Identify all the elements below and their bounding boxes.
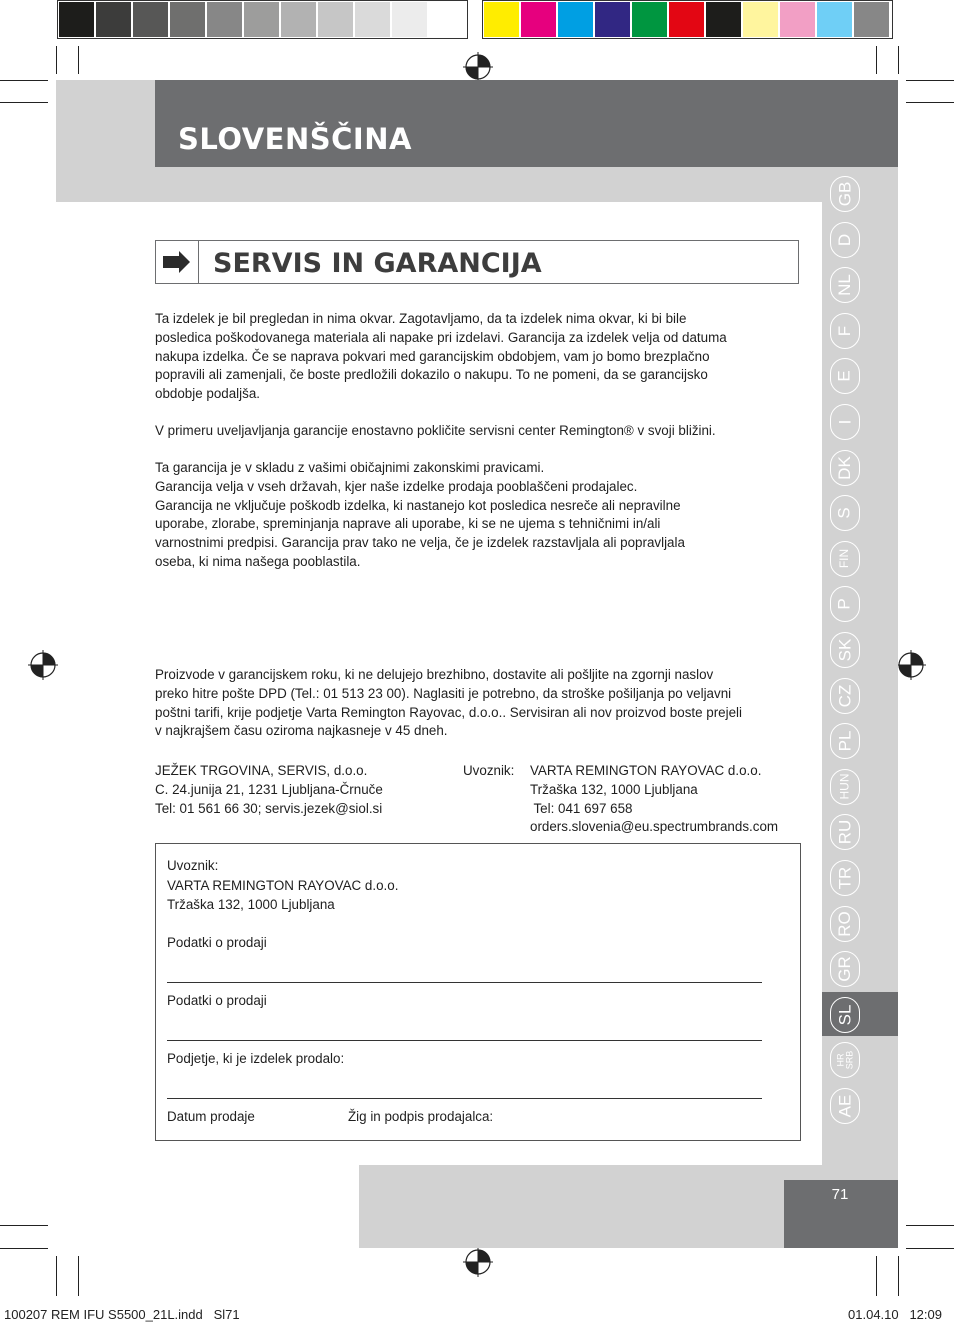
text-line: poštni tarifi, krije podjetje Varta Remington Rayovac, d.o.o.. Servisiran ali nov proizvod boste prejeli: [155, 704, 742, 720]
service-address: C. 24.junija 21, 1231 Ljubljana-Črnuče: [155, 781, 383, 797]
text-line: obdobje podaljša.: [155, 386, 260, 402]
text-line: Garancija velja v vseh državah, kjer naše izdelke prodaja pooblaščeni prodajalec.: [155, 478, 638, 494]
language-tab-ae[interactable]: [830, 1088, 860, 1124]
form-fill-line[interactable]: [167, 1098, 762, 1099]
language-tab-label: F: [834, 325, 854, 336]
section-icon-cell: [155, 240, 199, 284]
language-tab-ru[interactable]: [830, 814, 860, 850]
arrow-right-icon: [155, 240, 199, 284]
color-swatch: [743, 2, 778, 37]
language-tab-sl[interactable]: [830, 997, 860, 1033]
page-title: SLOVENŠČINA: [178, 122, 412, 156]
importer-email: orders.slovenia@eu.spectrumbrands.com: [530, 819, 779, 835]
gray-swatch: [170, 2, 205, 37]
text-line: Garancija ne vključuje poškodb izdelka, ki nastanejo kot posledica nesreče ali nepravilne: [155, 497, 681, 513]
gray-swatch: [207, 2, 242, 37]
language-tab-cz[interactable]: [830, 678, 860, 714]
color-swatch: [780, 2, 815, 37]
form-sale-data-label: Podatki o prodaji: [167, 935, 267, 950]
registration-mark-top: [463, 52, 493, 82]
color-swatch: [854, 2, 889, 37]
language-tab-sk[interactable]: [830, 632, 860, 668]
language-tab-label: S: [835, 507, 854, 519]
text-line: uporabe, zlorabe, spreminjanja naprave ali uporabe, ki se ne ujema s tehničnimi in/ali: [155, 516, 661, 532]
language-tab-label: FIN: [837, 549, 852, 569]
paragraph-warranty-intro: [155, 310, 805, 404]
text-line: nakupa izdelka. Če se naprava pokvari med garancijskim obdobjem, vam jo bomo brezplačno: [155, 348, 710, 364]
text-line: Ta garancija je v skladu z vašimi običajnimi zakonskimi pravicami.: [155, 460, 545, 475]
gray-swatch: [355, 2, 390, 37]
gray-swatch: [244, 2, 279, 37]
gray-swatch: [392, 2, 427, 37]
language-tab-label: AE: [835, 1094, 854, 1118]
language-tab-pl[interactable]: [830, 723, 860, 759]
language-tab-label: NL: [834, 274, 854, 297]
language-tab-label: E: [835, 370, 854, 383]
registration-mark-left: [28, 650, 58, 680]
language-tab-p[interactable]: [830, 586, 860, 622]
language-tab-f[interactable]: [830, 313, 860, 349]
language-tab-label: HUN: [837, 773, 852, 800]
language-tab-label: TR: [834, 866, 854, 890]
paragraph-service-center: [155, 422, 805, 441]
language-tab-label: GR: [835, 956, 854, 982]
service-phone-email: Tel: 01 561 66 30; servis.jezek@siol.si: [155, 800, 383, 816]
form-fill-line[interactable]: [167, 982, 762, 983]
importer-label: Uvoznik:: [463, 763, 515, 778]
language-tab-label: RO: [835, 910, 854, 937]
language-tab-label: CZ: [834, 684, 854, 707]
language-tab-label: DK: [835, 455, 854, 480]
gray-swatch: [429, 2, 464, 37]
language-tab-tr[interactable]: [830, 860, 860, 896]
color-swatch: [484, 2, 519, 37]
gray-swatch: [59, 2, 94, 37]
form-sale-data-label: Podatki o prodaji: [167, 993, 267, 1008]
gray-swatch: [281, 2, 316, 37]
text-line: V primeru uveljavljanja garancije enostavno pokličite servisni center Remington® v svoji bližini.: [155, 423, 716, 438]
form-fill-line[interactable]: [167, 1040, 762, 1041]
importer-address: Tržaška 132, 1000 Ljubljana: [530, 781, 698, 797]
language-tab-label: I: [834, 419, 854, 425]
importer-name: VARTA REMINGTON RAYOVAC d.o.o.: [530, 763, 762, 778]
language-tab-d[interactable]: [830, 222, 860, 258]
language-tab-hr-srb[interactable]: [830, 1042, 860, 1078]
service-contact: [155, 762, 383, 818]
gray-swatch: [133, 2, 168, 37]
form-importer-address: Tržaška 132, 1000 Ljubljana: [167, 897, 335, 912]
language-tab-dk[interactable]: [830, 450, 860, 486]
language-tab-label: SL: [834, 1004, 854, 1026]
service-name: JEŽEK TRGOVINA, SERVIS, d.o.o.: [155, 763, 368, 778]
language-tab-label: SK: [835, 638, 854, 662]
form-importer-label: Uvoznik:: [167, 858, 219, 873]
color-swatch: [632, 2, 667, 37]
language-tab-hun[interactable]: [830, 769, 860, 805]
color-swatch: [817, 2, 852, 37]
importer-phone: Tel: 041 697 658: [530, 800, 633, 816]
language-tab-e[interactable]: [830, 358, 860, 394]
form-stamp-label: Žig in podpis prodajalca:: [348, 1109, 494, 1124]
paragraph-shipping: [155, 666, 805, 741]
section-title: SERVIS IN GARANCIJA: [213, 248, 542, 279]
form-sale-date-label: Datum prodaje: [167, 1109, 255, 1124]
text-line: v najkrajšem času oziroma najkasneje v 45 dneh.: [155, 723, 448, 739]
text-line: Proizvode v garancijskem roku, ki ne delujejo brezhibno, dostavite ali pošljite na zgornji naslov: [155, 667, 714, 682]
color-swatch: [558, 2, 593, 37]
text-line: preko hitre pošte DPD (Tel.: 01 513 23 00). Naglasiti je potrebno, da stroške pošiljanja po veljavni: [155, 685, 732, 701]
registration-mark-bottom: [463, 1247, 493, 1277]
paragraph-warranty-terms: [155, 459, 805, 572]
color-swatch: [669, 2, 704, 37]
text-line: varnostnimi predpisi. Garancija prav tako ne velja, če je izdelek razstavljala ali popravljala: [155, 535, 685, 551]
text-line: oseba, ki nima našega pooblastila.: [155, 553, 361, 569]
color-swatch: [521, 2, 556, 37]
footer-datetime: 01.04.10 12:09: [848, 1307, 942, 1322]
color-swatch: [706, 2, 741, 37]
language-tab-label: RU: [835, 820, 854, 845]
language-tab-label: PL: [834, 730, 854, 752]
registration-mark-right: [896, 650, 926, 680]
language-tab-s[interactable]: [830, 495, 860, 531]
footer-file-info: 100207 REM IFU S5500_21L.indd Sl71: [4, 1307, 240, 1322]
language-tab-fin[interactable]: [830, 541, 860, 577]
text-line: posledica poškodovanega materiala ali napake pri izdelavi. Garancija za izdelek velja od datuma: [155, 329, 727, 345]
color-swatch: [595, 2, 630, 37]
importer-contact: [530, 762, 778, 837]
language-tab-i[interactable]: [830, 404, 860, 440]
language-tab-gb[interactable]: [830, 176, 860, 212]
language-tab-nl[interactable]: [830, 267, 860, 303]
text-line: popravili ali zamenjali, če boste predložili dokazilo o nakupu. To ne pomeni, da se garancijsko: [155, 367, 708, 383]
language-tab-label: GB: [835, 181, 854, 207]
gray-swatch: [318, 2, 353, 37]
language-tab-label: P: [835, 598, 854, 611]
language-tab-label: D: [835, 233, 854, 246]
language-tab-ro[interactable]: [830, 906, 860, 942]
form-importer-name: VARTA REMINGTON RAYOVAC d.o.o.: [167, 878, 399, 893]
form-seller-label: Podjetje, ki je izdelek prodalo:: [167, 1051, 345, 1066]
language-tab-gr[interactable]: [830, 951, 860, 987]
gray-swatch: [96, 2, 131, 37]
page-number: 71: [831, 1186, 849, 1203]
language-tab-label: HR SRB: [834, 1051, 854, 1070]
text-line: Ta izdelek je bil pregledan in nima okvar. Zagotavljamo, da ta izdelek nima okvar, ki bi bile: [155, 311, 687, 326]
